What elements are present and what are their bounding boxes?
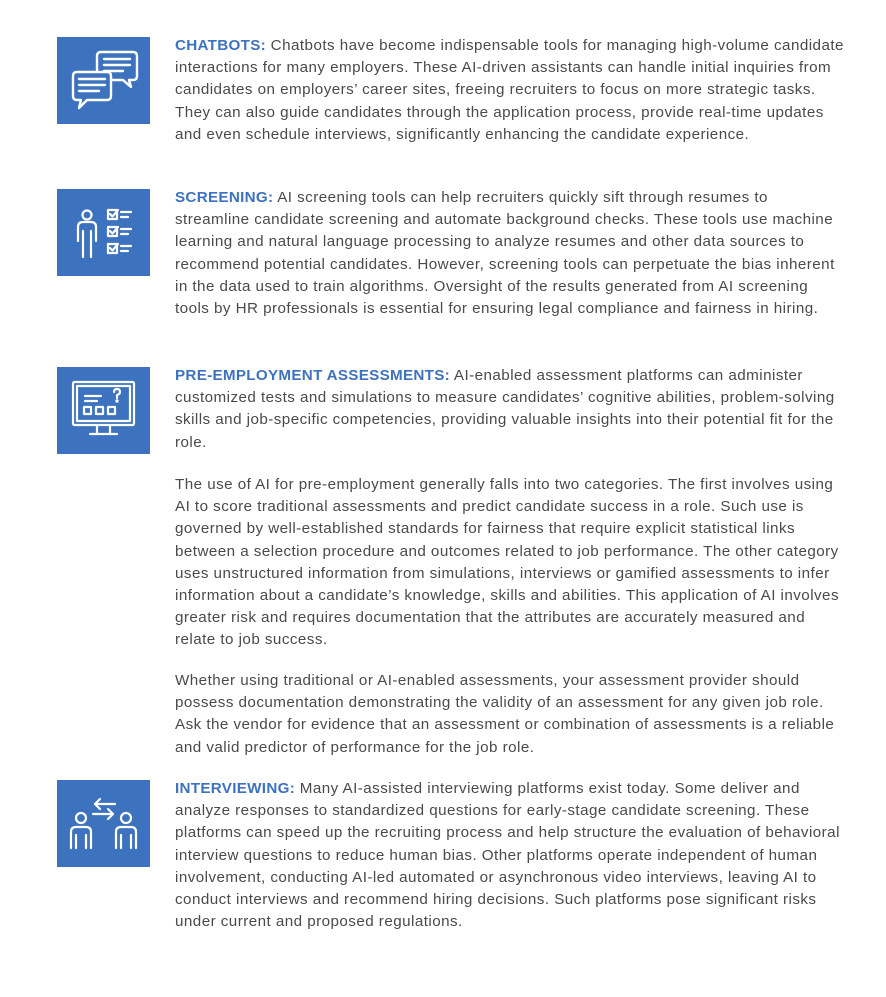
assessments-paragraph <box>175 365 845 454</box>
screening-icon-tile <box>57 189 150 276</box>
chatbots-paragraph <box>175 35 845 146</box>
assessments-categories-paragraph: The use of AI for pre-employment generally falls into two categories. The first involves using AI to score traditional assessments and predict candidate success in a role. Such use is governed by well-established standards for fairness that require explicit statistical links between a selection procedure and outcomes related to job performance. The other category uses unstructured information from simulations, interviews or gamified assessments to infer information about a candidate’s knowledge, skills and abilities. This application of AI involves greater risk and requires documentation that the attributes are accurately measured and relate to job success. <box>175 476 840 649</box>
chat-bubbles-icon <box>57 37 150 124</box>
chatbots-heading: CHATBOTS: <box>175 37 266 54</box>
assessments-icon-tile <box>57 367 150 454</box>
interviewing-paragraph <box>175 778 845 933</box>
assessments-heading: PRE-EMPLOYMENT ASSESSMENTS: <box>175 367 451 384</box>
interviewing-heading: INTERVIEWING: <box>175 780 296 797</box>
chatbots-icon-tile <box>57 37 150 124</box>
interviewing-body: Many AI-assisted interviewing platforms exist today. Some deliver and analyze responses to standardized questions for early-stage candidate screening. These platforms can speed up the recruiting process and help structure the evaluation of behavioral interview questions to reduce human bias. Other platforms operate independent of human involvement, conducting AI-led automated or asynchronous video interviews, leaving AI to conduct interviews and recommend hiring decisions. Such platforms pose significant risks under current and proposed regulations. <box>175 780 840 931</box>
screening-body: AI screening tools can help recruiters quickly sift through resumes to streamline candidate screening and automate background checks. These tools use machine learning and natural language processing to analyze resumes and other data sources to recommend potential candidates. However, screening tools can perpetuate the bias inherent in the data used to train algorithms. Oversight of the results generated from AI screening tools by HR professionals is essential for ensuring legal compliance and fairness in hiring. <box>175 189 835 318</box>
screening-paragraph <box>175 187 845 320</box>
two-people-exchange-icon <box>57 780 150 867</box>
screening-heading: SCREENING: <box>175 189 274 206</box>
person-checklist-icon <box>57 189 150 276</box>
interviewing-icon-tile <box>57 780 150 867</box>
chatbots-body: Chatbots have become indispensable tools for managing high-volume candidate interactions for many employers. These AI-driven assistants can handle initial inquiries from candidates on employers’ career sites, freeing recruiters to focus on more strategic tasks. They can also guide candidates through the application process, provide real-time updates and even schedule interviews, significantly enhancing the candidate experience. <box>175 37 844 143</box>
assessments-vendor-paragraph: Whether using traditional or AI-enabled assessments, your assessment provider should possess documentation demonstrating the validity of an assessment for any given job role. Ask the vendor for evidence that an assessment or combination of assessments is a reliable and valid predictor of performance for the job role. <box>175 672 835 756</box>
assessments-body: AI-enabled assessment platforms can administer customized tests and simulations to measure candidates’ cognitive abilities, problem-solving skills and job-specific competencies, providing valuable insights into their potential fit for the role. <box>175 367 835 451</box>
monitor-quiz-icon <box>57 367 150 454</box>
